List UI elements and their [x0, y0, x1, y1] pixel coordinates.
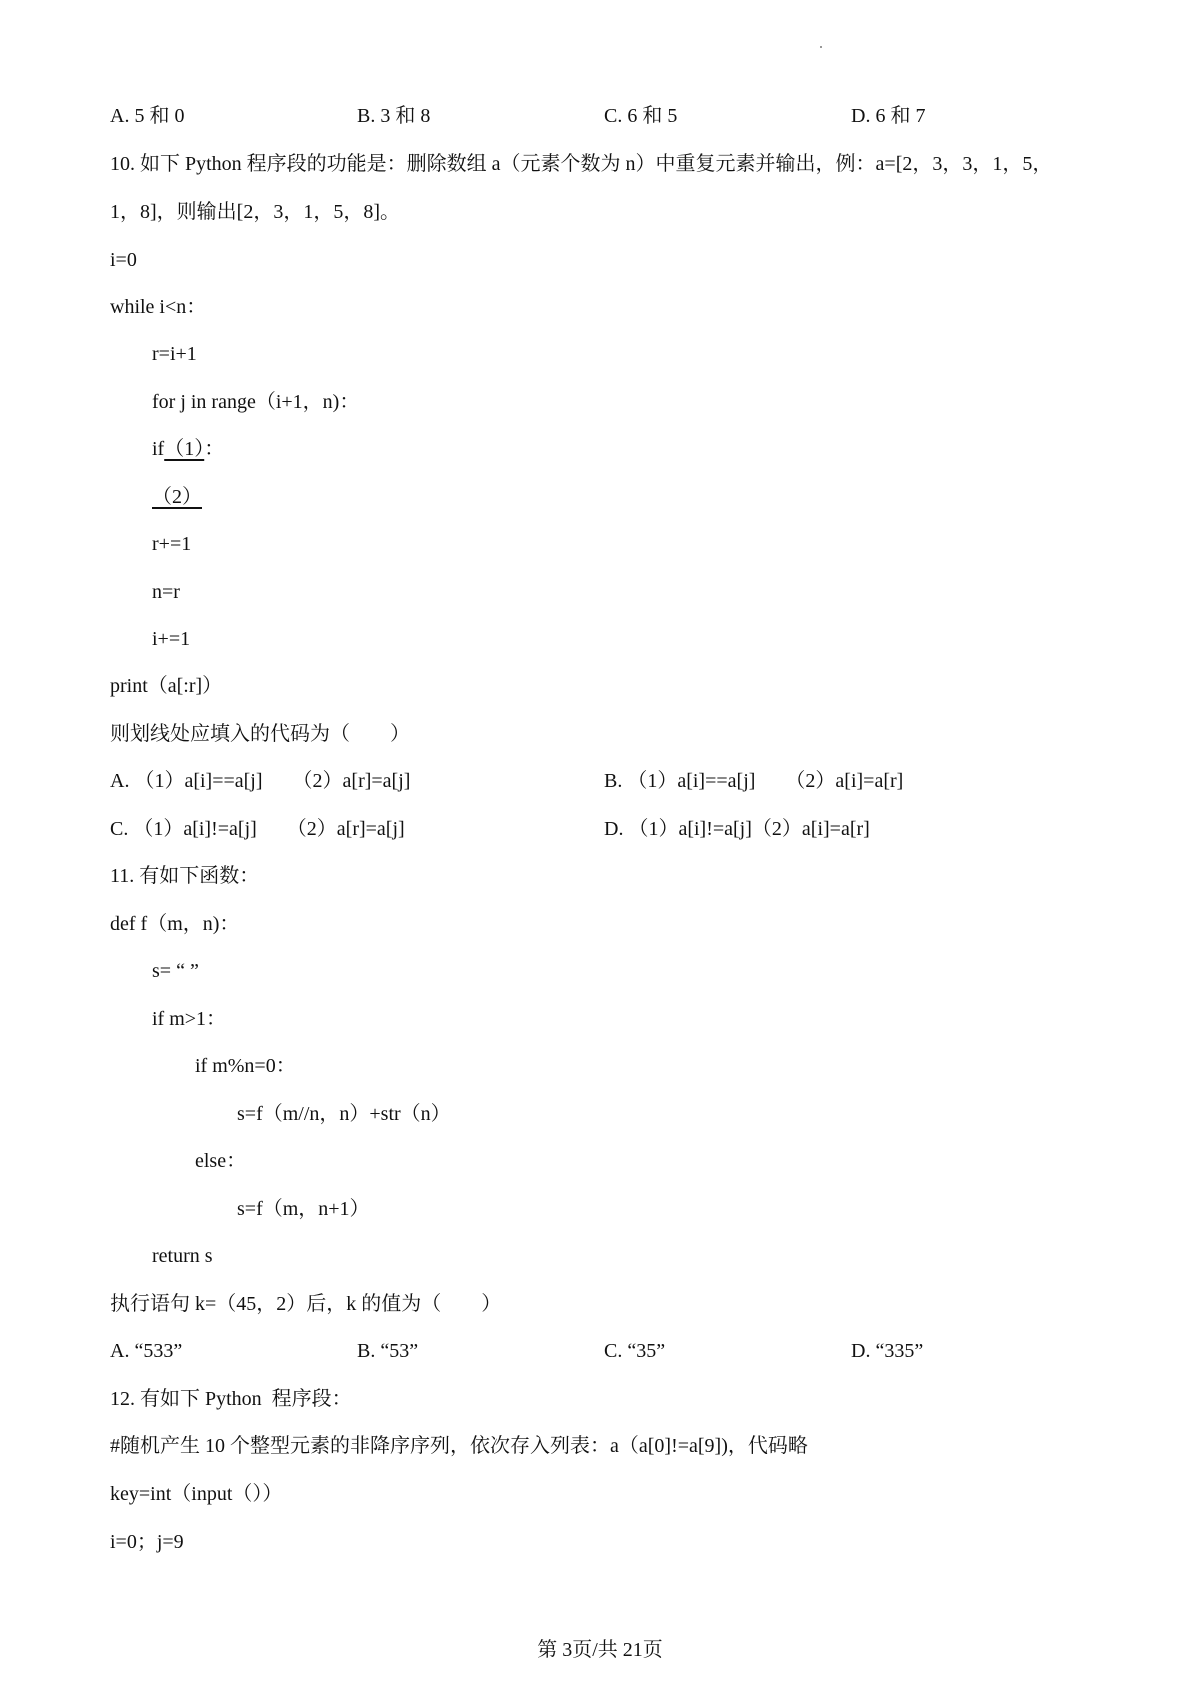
q11-code-line: else：	[195, 1150, 247, 1172]
q10-stem-line2: 1，8]，则输出[2，3，1，5，8]。	[110, 201, 400, 223]
q10-code-line: n=r	[152, 581, 180, 603]
q11-code-line: if m%n=0：	[195, 1055, 296, 1077]
q11-option-d: D. “335”	[851, 1340, 924, 1362]
option-letter: D.	[604, 818, 624, 840]
q10-code-line: i=0	[110, 249, 137, 271]
q11-code-line: s= “ ”	[152, 960, 199, 982]
option-part1: （1）a[i]!=a[j]	[133, 818, 257, 840]
q11-question: 执行语句 k=（45，2）后，k 的值为（ ）	[110, 1293, 502, 1315]
q10-code-line: for j in range（i+1，n)：	[152, 391, 360, 413]
q11-option-c: C. “35”	[604, 1340, 666, 1362]
q10-if-keyword: if	[152, 438, 165, 460]
q9-option-c: C. 6 和 5	[604, 105, 678, 127]
q9-option-b: B. 3 和 8	[357, 105, 431, 127]
option-part2: （2）a[i]=a[r]	[751, 818, 870, 840]
page-number-footer: 第 3页/共 21页	[537, 1639, 663, 1661]
q12-code-line: key=int（input（））	[110, 1483, 283, 1505]
q11-option-b: B. “53”	[357, 1340, 419, 1362]
q10-option-b	[604, 769, 903, 793]
option-part2: （2）a[r]=a[j]	[292, 770, 411, 792]
q11-code-line: def f（m，n)：	[110, 913, 240, 935]
q11-code-line: if m>1：	[152, 1008, 227, 1030]
q10-code-line: r+=1	[152, 533, 192, 555]
option-part2: （2）a[r]=a[j]	[286, 818, 405, 840]
q11-code-line: s=f（m，n+1）	[237, 1198, 370, 1220]
q11-code-line: return s	[152, 1245, 213, 1267]
q10-code-line: print（a[:r]）	[110, 675, 223, 697]
q12-code-line: i=0；j=9	[110, 1531, 184, 1553]
q11-code-line: s=f（m//n，n）+str（n）	[237, 1103, 451, 1125]
q10-blank-2: （2）	[152, 486, 202, 508]
option-part1: （1）a[i]==a[j]	[627, 770, 756, 792]
q10-code-line: r=i+1	[152, 343, 197, 365]
q12-code-line: #随机产生 10 个整型元素的非降序序列，依次存入列表：a（a[0]!=a[9])，代码略	[110, 1435, 808, 1457]
option-letter: B.	[604, 770, 623, 792]
option-letter: C.	[110, 818, 129, 840]
q10-code-line-if	[152, 437, 224, 461]
q10-option-c	[110, 817, 405, 841]
q10-stem-line1: 10. 如下 Python 程序段的功能是：删除数组 a（元素个数为 n）中重复元素并输出，例：a=[2，3，3，1，5，	[110, 153, 1053, 175]
option-letter: A.	[110, 770, 130, 792]
q11-option-a: A. “533”	[110, 1340, 183, 1362]
q9-option-d: D. 6 和 7	[851, 105, 926, 127]
q12-stem: 12. 有如下 Python 程序段：	[110, 1388, 352, 1410]
q10-code-line: while i<n：	[110, 296, 207, 318]
scan-dot	[820, 46, 822, 48]
q10-code-line: i+=1	[152, 628, 191, 650]
q9-option-a: A. 5 和 0	[110, 105, 185, 127]
q10-if-colon: ：	[204, 438, 225, 460]
option-part2: （2）a[i]=a[r]	[785, 770, 904, 792]
q10-option-a	[110, 769, 410, 793]
q10-question: 则划线处应填入的代码为（ ）	[110, 723, 410, 745]
q10-blank-1: （1）	[164, 438, 205, 460]
q10-option-d	[604, 817, 870, 841]
option-part1: （1）a[i]==a[j]	[134, 770, 263, 792]
option-part1: （1）a[i]!=a[j]	[628, 818, 752, 840]
q11-stem: 11. 有如下函数：	[110, 865, 260, 887]
